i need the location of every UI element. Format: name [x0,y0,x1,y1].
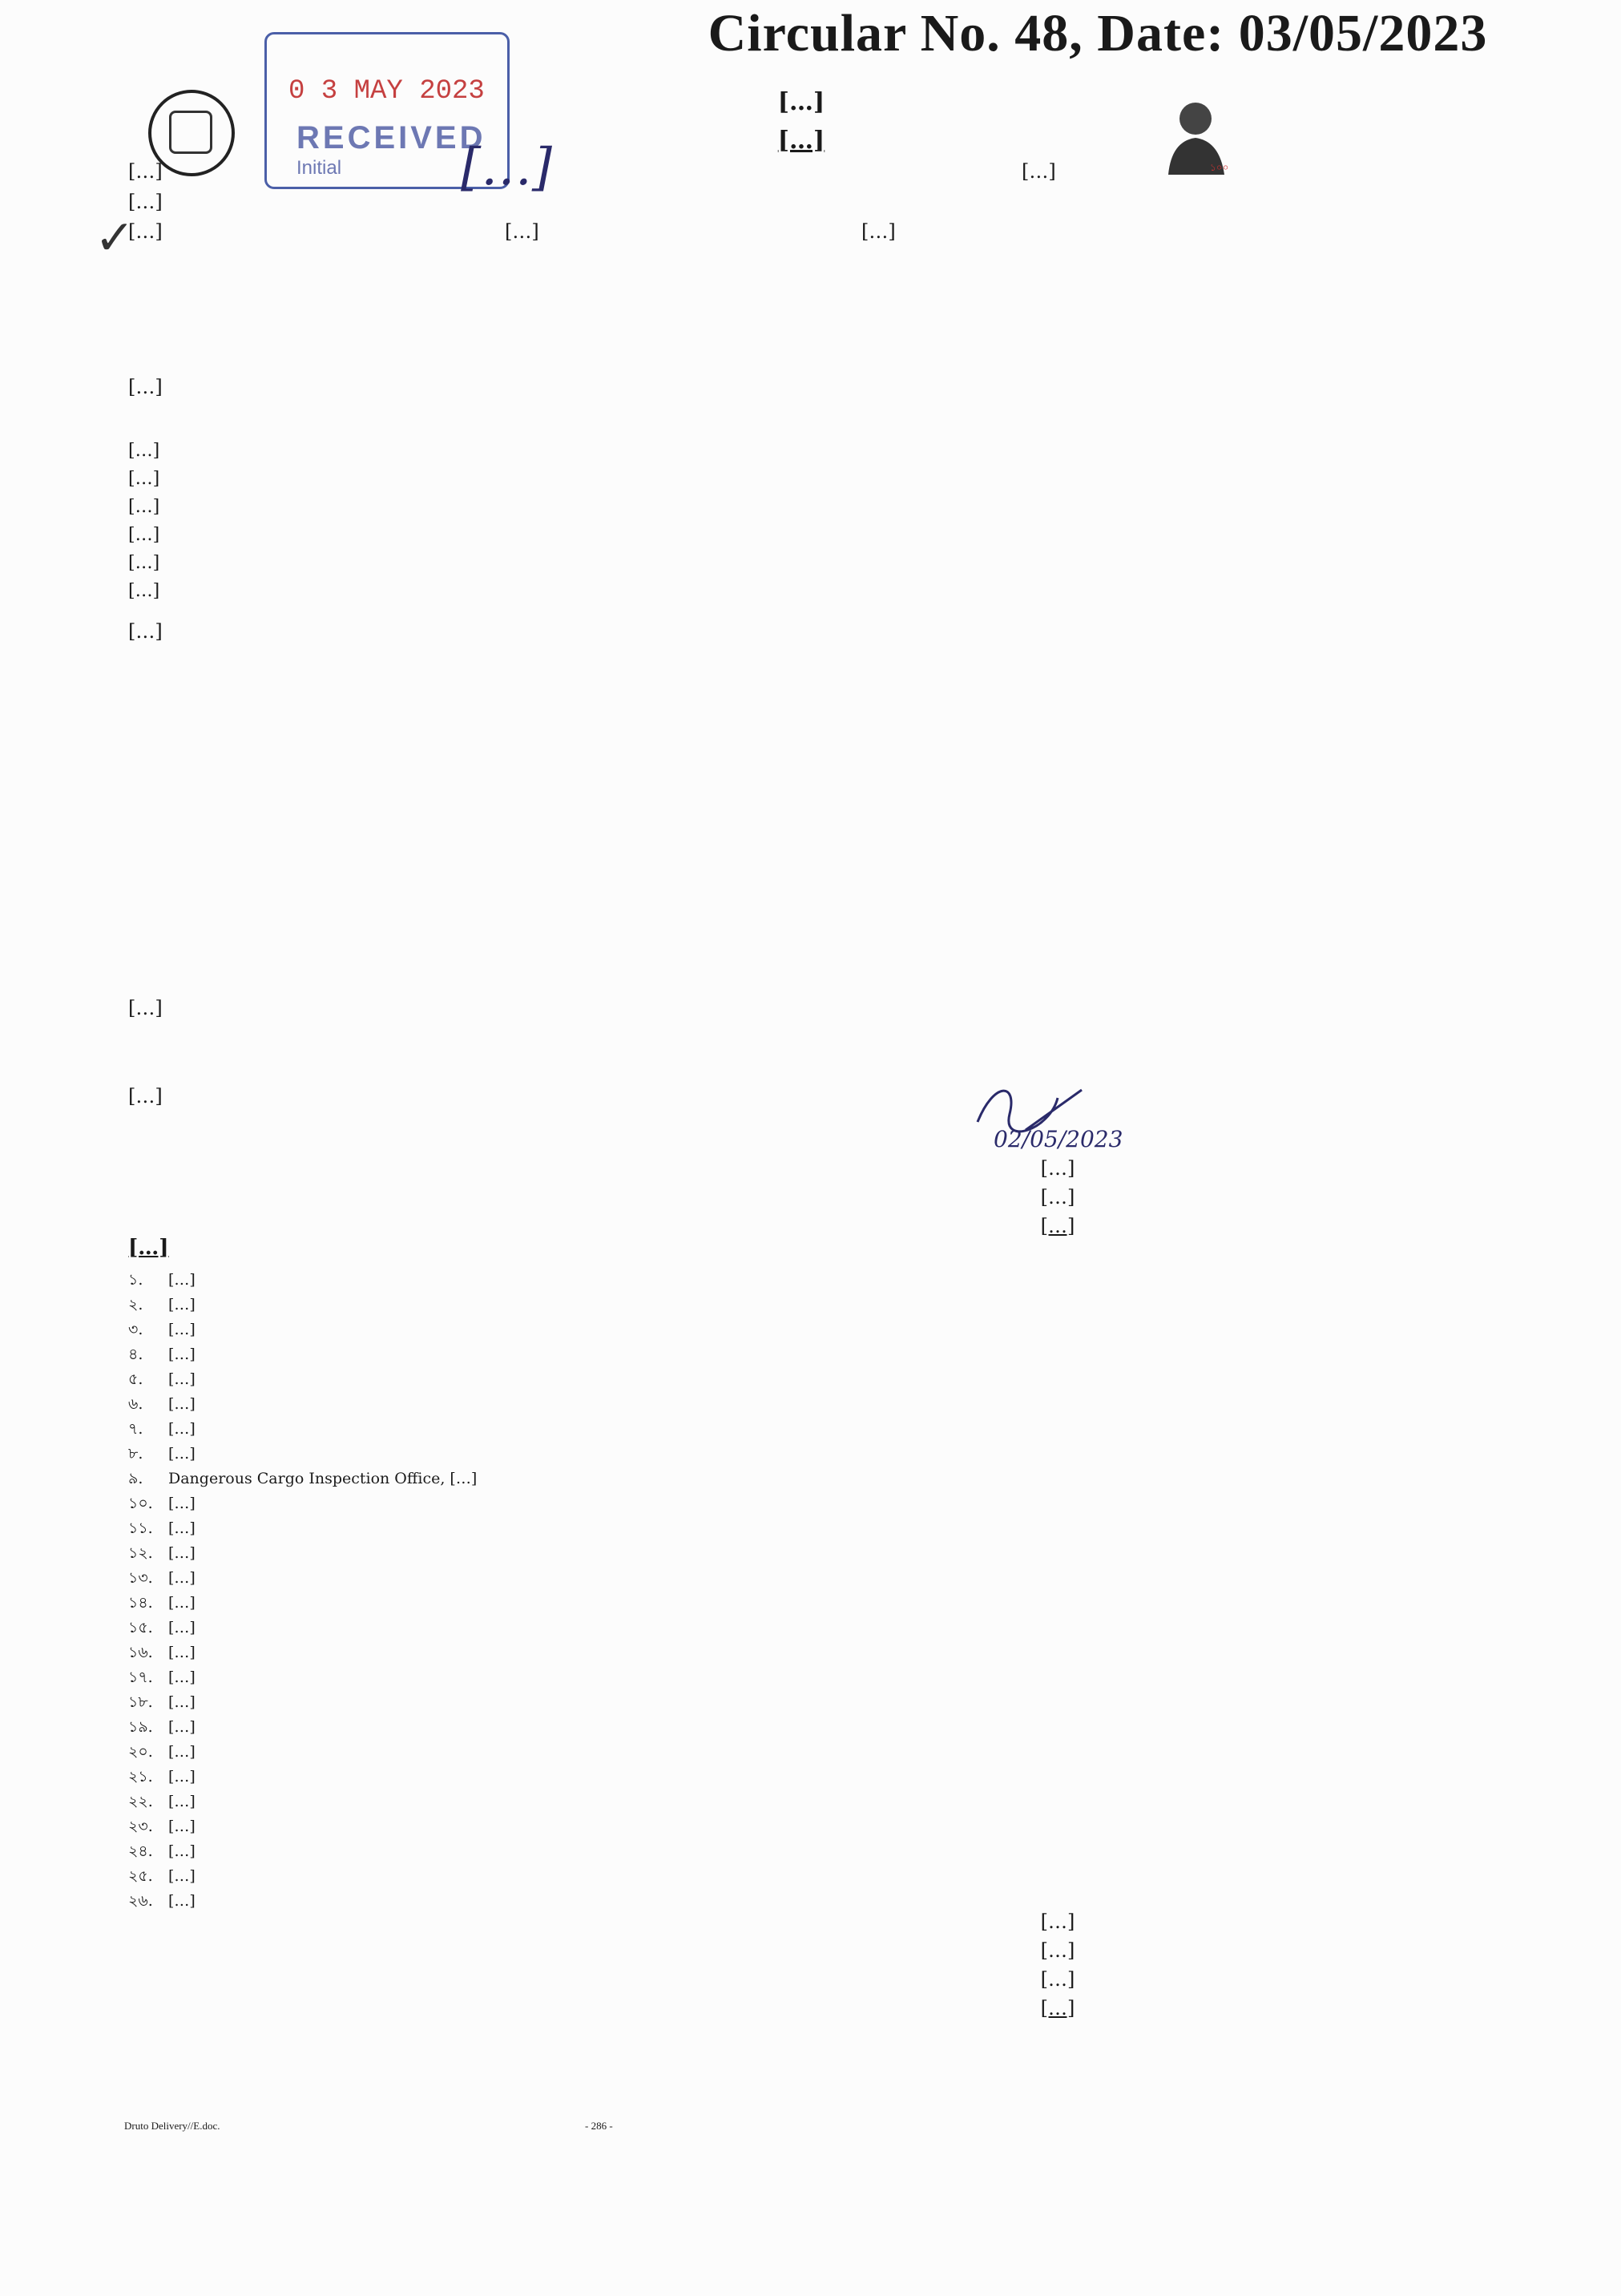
cc-item-number: ১৪. [128,1594,153,1612]
cc-item-number: ১৫. [128,1619,153,1636]
cc-item [128,1640,1298,1665]
cc-item-text: […] [168,1445,196,1463]
signatory-organization: […] [1040,1215,1075,1237]
cc-item [128,1268,1298,1293]
cc-item-text: […] [168,1867,196,1885]
cc-item [128,1715,1298,1740]
cc-item-text: […] [168,1569,196,1587]
signatory-designation: […] [1040,1939,1075,1962]
memo-number: […] [128,160,163,183]
cc-item-text: […] [168,1420,196,1438]
cc-item-text: […] [168,1271,196,1289]
cc-item-text: Dangerous Cargo Inspection Office, […] [168,1470,478,1487]
references-list [128,437,1274,605]
cc-item [128,1690,1298,1715]
reference-item: […] [128,497,160,517]
cc-item-number: ৮. [128,1445,143,1463]
cc-item [128,1665,1298,1690]
cc-item-number: ১৮. [128,1693,153,1711]
cc-item-number: ২১. [128,1768,153,1786]
cc-item [128,1467,1298,1491]
cc-item-number: ২৩. [128,1818,153,1835]
reference-item: […] [128,553,160,573]
cc-item-text: […] [168,1644,196,1661]
cc-item-number: ২৬. [128,1892,153,1910]
cc-item [128,1790,1298,1814]
cc-item [128,1317,1298,1342]
cc-item-text: […] [168,1519,196,1537]
cc-item [128,1566,1298,1591]
svg-text:১০০: ১০০ [1210,162,1229,173]
cc-item [128,1392,1298,1417]
circular-title: Circular No. 48, Date: 03/05/2023 [708,4,1488,63]
cc-item [128,1765,1298,1790]
cc-item-number: ১০. [128,1495,153,1512]
cc-item-text: […] [168,1892,196,1910]
reference-item: […] [128,525,160,545]
cc-item-number: ৯. [128,1470,143,1487]
cc-item-text: […] [168,1669,196,1686]
body-paragraph-1: […] [128,620,163,643]
cc-item [128,1293,1298,1317]
cc-item [128,1591,1298,1616]
cc-item-number: ১৭. [128,1669,153,1686]
cc-item-text: […] [168,1842,196,1860]
mujib-portrait-logo [1154,95,1238,179]
cc-item [128,1740,1298,1765]
cc-item-text: […] [168,1718,196,1736]
cc-item-number: ৬. [128,1395,143,1413]
handwritten-memo-number: […] [461,138,552,197]
cc-item-text: […] [168,1495,196,1512]
cc-item-number: ১৯. [128,1718,153,1736]
signature-block-1 [865,1154,1250,1241]
cc-item-text: […] [168,1296,196,1313]
stamp-date: 0 3 MAY 2023 [288,76,485,107]
cc-item-text: […] [168,1544,196,1562]
signatory-organization: […] [1040,1997,1075,2020]
cc-item [128,1864,1298,1889]
recipient-1: […] [128,220,163,243]
cc-item-number: ৫. [128,1370,143,1388]
cc-item-text: […] [168,1346,196,1363]
body-paragraph-3: […] [128,1085,163,1108]
cc-item-number: ২৫. [128,1867,153,1885]
cc-item-number: ২. [128,1296,143,1313]
cc-item-number: ৭. [128,1420,143,1438]
cc-heading: […] [128,1236,169,1260]
checkmark-icon: ✓ [95,210,135,266]
cc-item [128,1417,1298,1442]
cc-item-text: […] [168,1395,196,1413]
cc-item-text: […] [168,1370,196,1388]
cc-item-number: ১. [128,1271,143,1289]
signatory-designation: […] [1040,1157,1075,1180]
cc-list [128,1268,1298,1914]
cc-item [128,1442,1298,1467]
signatory-on-behalf: […] [1040,1968,1075,1991]
cc-item [128,1616,1298,1640]
cc-item [128,1814,1298,1839]
cc-item-number: ৩. [128,1321,143,1338]
signed-label: […] [1040,1911,1075,1933]
cc-item [128,1491,1298,1516]
cc-item [128,1516,1298,1541]
cc-item-number: ১১. [128,1519,153,1537]
cc-item-number: ২৪. [128,1842,153,1860]
reference-item: […] [128,581,160,601]
footer-file-name: Druto Delivery//E.doc. [124,2120,220,2132]
cc-item-number: ২০. [128,1743,153,1761]
reference-item: […] [128,441,160,461]
cc-item-number: ৪. [128,1346,143,1363]
cc-item-number: ১২. [128,1544,153,1562]
recipient-3: […] [861,220,896,243]
cc-item-text: […] [168,1793,196,1810]
cc-item [128,1342,1298,1367]
cc-item-text: […] [168,1693,196,1711]
cc-item [128,1839,1298,1864]
stamp-received-label: RECEIVED [296,120,486,155]
cc-item-text: […] [168,1743,196,1761]
cc-item-number: ১৬. [128,1644,153,1661]
cc-item [128,1367,1298,1392]
organization-name: […] [777,88,825,116]
signature-block-2 [865,1907,1250,2023]
cc-item-text: […] [168,1321,196,1338]
cc-item-text: […] [168,1768,196,1786]
to-label: […] [128,191,163,213]
cc-item-text: […] [168,1619,196,1636]
footer-page-number: - 286 - [585,2120,613,2132]
subject: […] [128,376,163,398]
office-name: […] [777,127,825,155]
cc-item-text: […] [168,1594,196,1612]
reference-item: […] [128,469,160,489]
cc-item-number: ২২. [128,1793,153,1810]
stamp-initial-label: Initial [296,157,342,179]
signature-date: 02/05/2023 [994,1126,1123,1152]
memo-date: […] [1022,160,1056,183]
signatory-on-behalf: […] [1040,1186,1075,1209]
recipient-2: […] [505,220,539,243]
body-paragraph-2: […] [128,997,163,1019]
cc-item-text: […] [168,1818,196,1835]
cc-item-number: ১৩. [128,1569,153,1587]
cc-item [128,1541,1298,1566]
